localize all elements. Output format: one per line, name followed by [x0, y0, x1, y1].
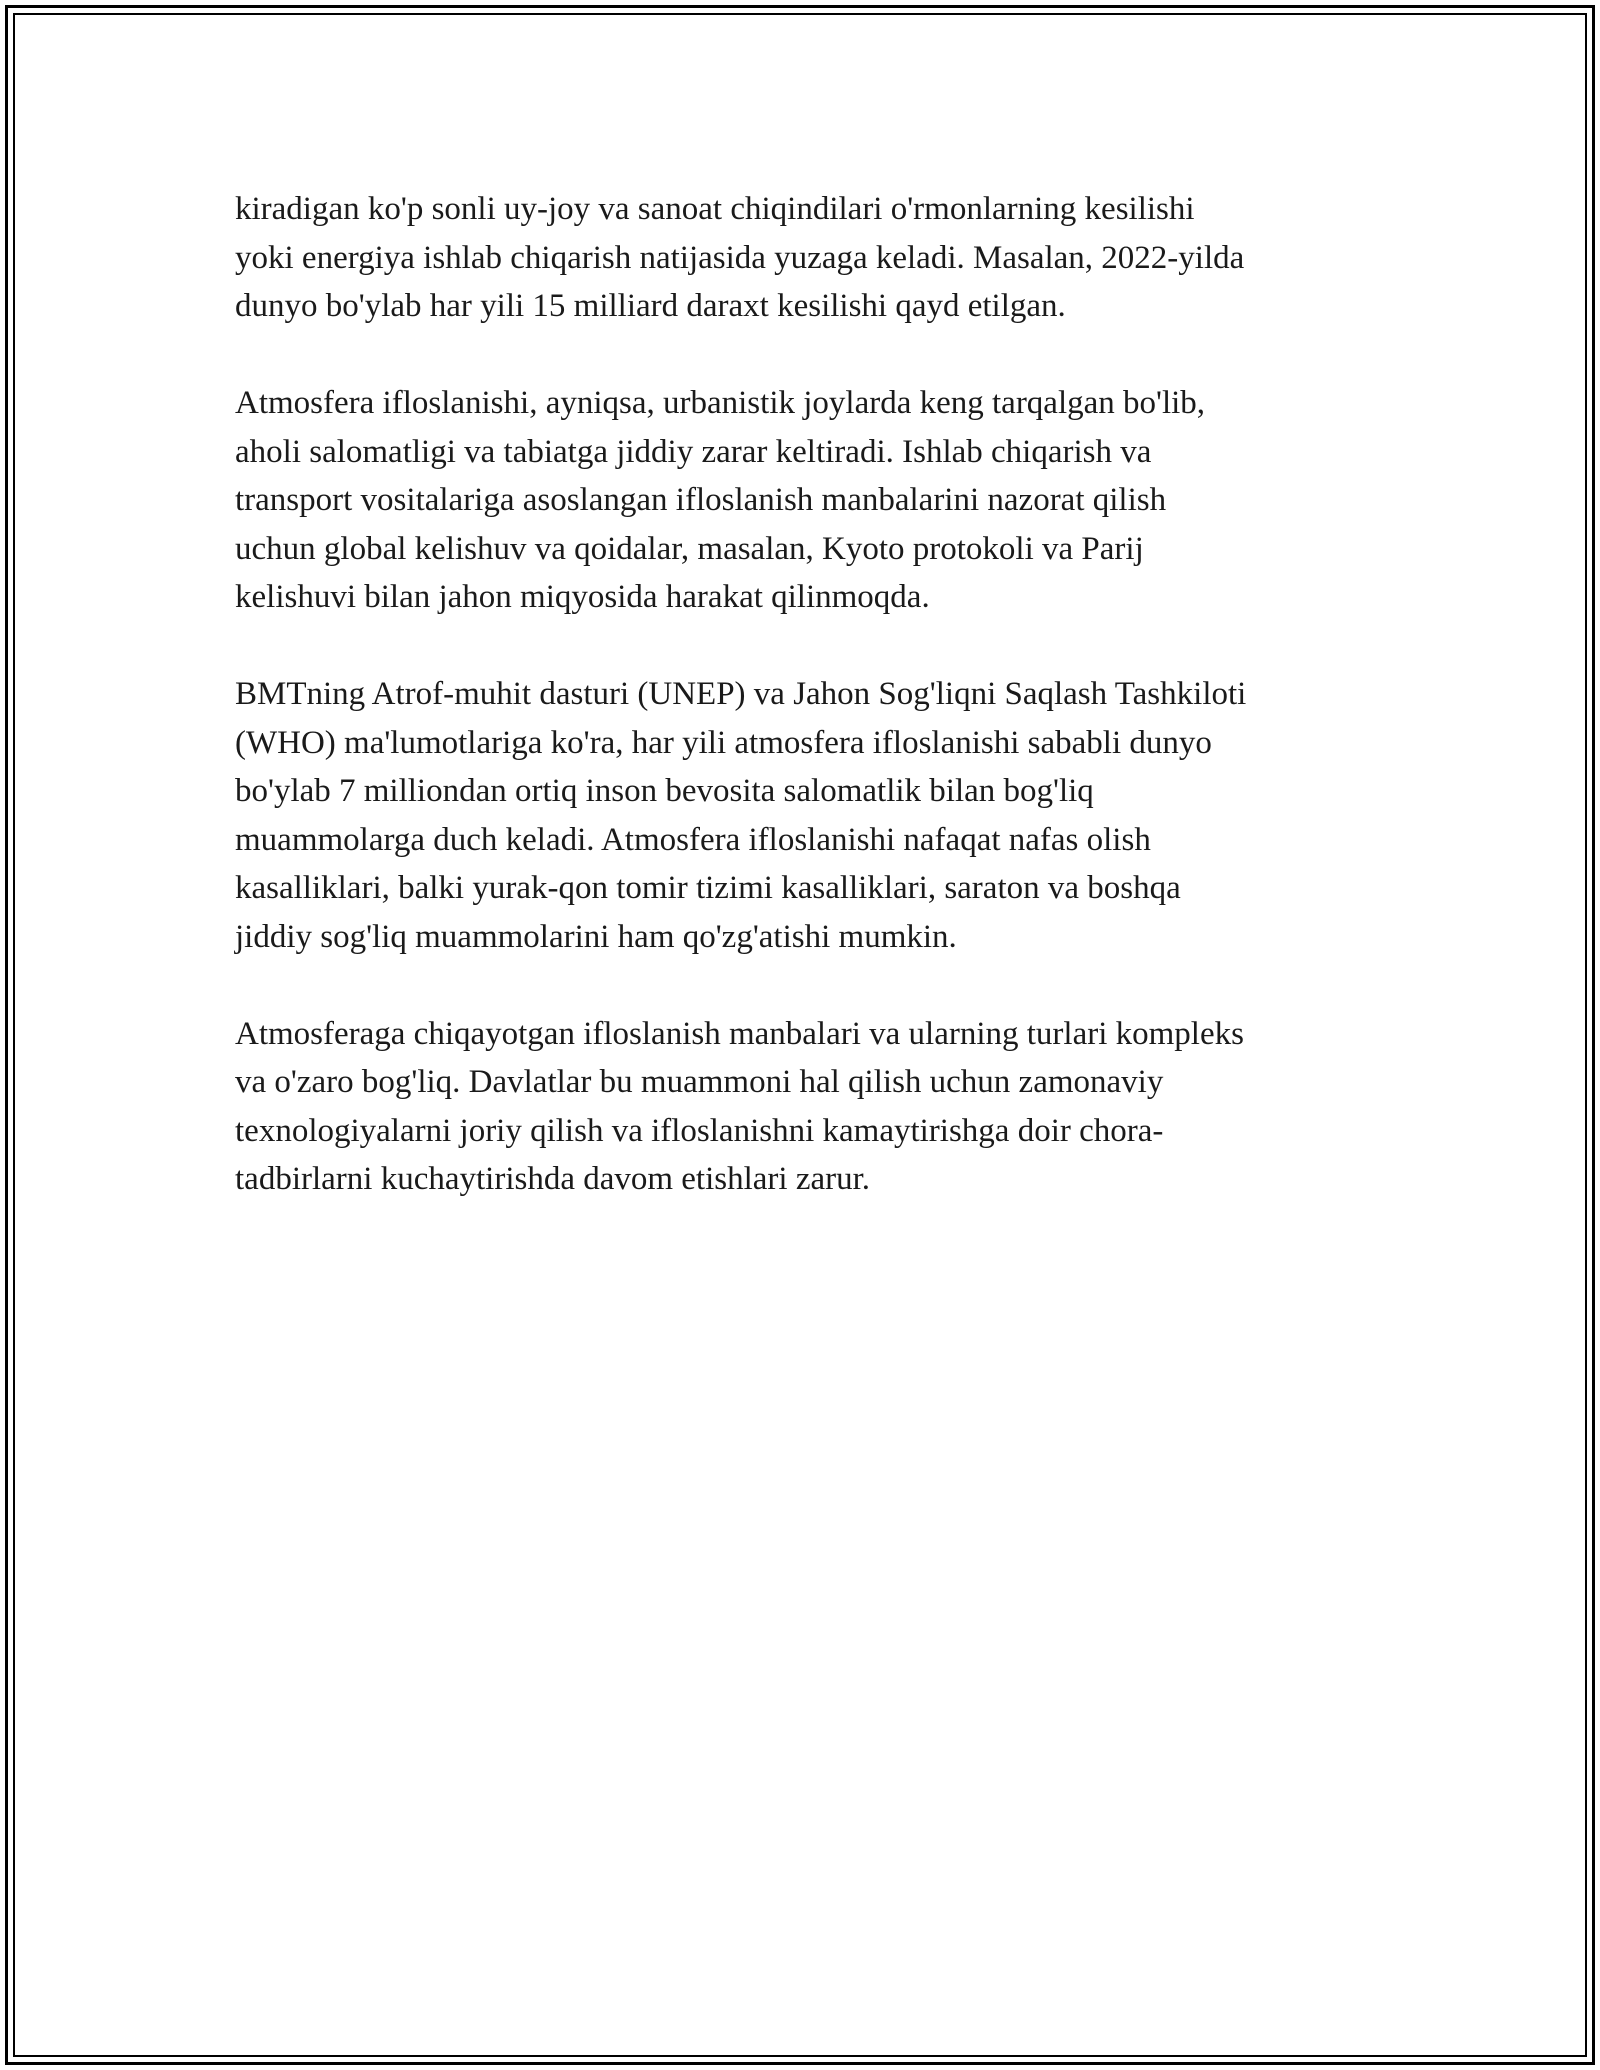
paragraph-3: BMTning Atrof-muhit dasturi (UNEP) va Jahon Sog'liqni Saqlash Tashkiloti (WHO) ma'lumotlariga ko'ra, har yili atmosfera ifloslanishi sababli dunyo bo'ylab 7 milliondan ortiq inson bevosita salomatlik bilan bog'liq muammolarga duch keladi. Atmosfera ifloslanishi nafaqat nafas olish kasalliklari, balki yurak-qon tomir tizimi kasalliklari, saraton va boshqa jiddiy sog'liq muammolarini ham qo'zg'atishi mumkin. [235, 676, 1247, 955]
document-body [235, 185, 1385, 1252]
paragraph-1: kiradigan ko'p sonli uy-joy va sanoat chiqindilari o'rmonlarning kesilishi yoki energiya ishlab chiqarish natijasida yuzaga keladi. Masalan, 2022-yilda dunyo bo'ylab har yili 15 milliard daraxt kesilishi qayd etilgan. [235, 191, 1245, 324]
paragraph-2: Atmosfera ifloslanishi, ayniqsa, urbanistik joylarda keng tarqalgan bo'lib, aholi salomatligi va tabiatga jiddiy zarar keltiradi. Ishlab chiqarish va transport vositalariga asoslangan ifloslanish manbalarini nazorat qilish uchun global kelishuv va qoidalar, masalan, Kyoto protokoli va Parij kelishuvi bilan jahon miqyosida harakat qilinmoqda. [235, 385, 1206, 615]
paragraph-4: Atmosferaga chiqayotgan ifloslanish manbalari va ularning turlari kompleks va o'zaro bog'liq. Davlatlar bu muammoni hal qilish uchun zamonaviy texnologiyalarni joriy qilish va ifloslanishni kamaytirishga doir chora- tadbirlarni kuchaytirishda davom etishlari zarur. [235, 1015, 1244, 1197]
